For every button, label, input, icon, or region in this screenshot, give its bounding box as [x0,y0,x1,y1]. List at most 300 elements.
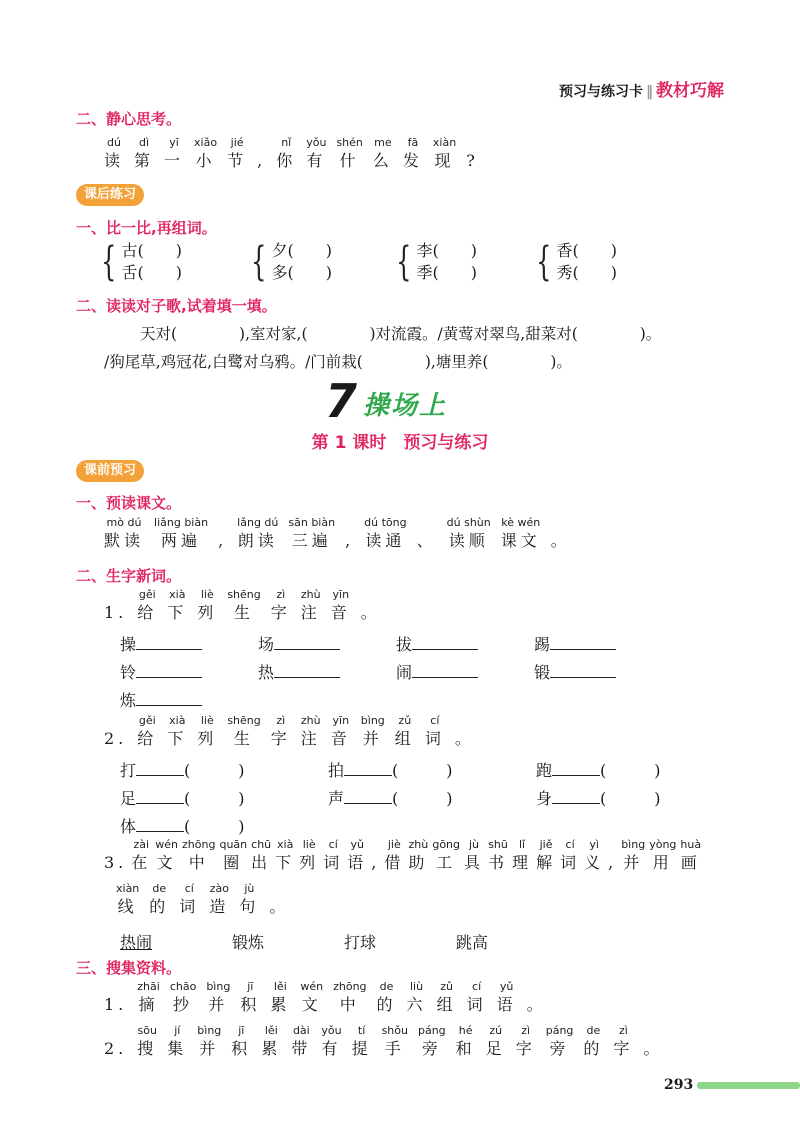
pinyin: dú shùn [446,516,491,529]
pinyin: mò dú [106,516,142,529]
pinyin: zhōng [333,980,367,993]
hanzi: ? [466,151,479,170]
pinyin: yǔ [350,838,364,851]
pinyin: yīn [332,588,350,601]
section-title-couplet: 二、读读对子歌,试着填一填。 [76,297,277,315]
hanzi: 累 [261,1039,282,1058]
pinyin-word [377,980,397,1016]
hanzi: 工 [436,853,457,872]
hanzi: 出 [251,853,272,872]
pair-bottom: 多( ) [271,263,332,282]
pinyin-word [167,588,187,624]
pinyin: shén [336,136,363,149]
pinyin-word [501,516,541,552]
pinyin-word [206,980,230,1016]
pinyin-word [371,852,380,874]
pinyin-word [321,1024,341,1060]
pinyin: sōu [137,1024,157,1037]
pinyin-word [227,136,247,172]
q3-terms [120,930,568,953]
answer-blank[interactable] [136,817,184,832]
pinyin: zhāi [137,980,160,993]
hanzi: 1. [104,603,128,622]
answer-blank[interactable] [274,635,340,650]
char-blank: 闹 [396,660,534,688]
pinyin-word [167,714,187,750]
answer-blank[interactable] [136,789,184,804]
pinyin: sān biàn [288,516,336,529]
term[interactable]: 打球 [344,933,377,952]
hanzi: 。 [526,995,547,1014]
hanzi: , [218,531,228,550]
pinyin: lǐ [518,838,526,851]
pinyin-word [583,1024,603,1060]
hanzi: 2. [104,729,128,748]
hanzi: 语 [496,995,517,1014]
pinyin-word [331,714,351,750]
pinyin-word [425,714,445,750]
banner-before-class: 课前预习 [76,460,144,482]
hanzi: 音 [330,729,351,748]
pinyin-word [218,530,227,552]
pinyin-word [197,588,217,624]
char-blank: 场 [258,632,396,660]
pinyin: páng [417,1024,446,1037]
hanzi: 理 [512,853,533,872]
hanzi: 生 [234,603,255,622]
hanzi: 字 [613,1039,634,1058]
char-blank: 锻 [534,660,672,688]
hanzi: 旁 [421,1039,442,1058]
pinyin-word [299,838,319,874]
brace-icon: { [251,239,267,285]
hanzi: 列 [197,729,218,748]
answer-blank[interactable] [550,663,616,678]
hanzi: 默读 [104,531,145,550]
hanzi: 两遍 [161,531,202,550]
pinyin-word [467,980,487,1016]
answer-blank[interactable] [274,663,340,678]
hanzi: 下 [167,603,188,622]
hanzi: 3. [104,853,128,872]
hanzi: 有 [306,151,327,170]
pinyin-word [270,980,290,1016]
hanzi: 词 [323,853,344,872]
pinyin: yì [589,838,599,851]
hanzi: , [608,853,618,872]
pinyin-word [345,530,354,552]
pinyin-word [271,588,291,624]
pinyin-word [486,1024,506,1060]
answer-blank[interactable] [136,761,184,776]
hanzi: , [371,853,381,872]
pinyin-word [497,980,517,1016]
q1-grid [120,632,680,716]
pinyin: shǒu [381,1024,408,1037]
pinyin-line-q3b [116,882,299,918]
hanzi: 1. [104,995,128,1014]
hanzi: 。 [454,729,475,748]
char-blank: 打 ( ) [120,761,245,780]
hanzi: 字 [515,1039,536,1058]
pair-bottom: 秀( ) [556,263,617,282]
header-separator: ‖ [646,84,653,100]
pinyin: xià [169,588,186,601]
pinyin: liè [302,838,316,851]
pinyin-word [432,838,460,874]
pinyin: liè [200,588,214,601]
pinyin: dài [292,1024,310,1037]
hanzi: 列 [299,853,320,872]
hanzi: 给 [137,603,158,622]
pinyin: hé [458,1024,473,1037]
pinyin-word [306,136,326,172]
pinyin-word [455,728,475,750]
pinyin: jù [469,838,480,851]
answer-blank[interactable] [136,691,202,706]
pinyin-word [347,838,367,874]
pinyin-line-collect-2 [104,1024,673,1060]
pinyin-word [261,1024,281,1060]
pinyin-word [104,852,127,874]
pinyin-line-q1 [104,588,391,624]
hanzi: 你 [276,151,297,170]
pinyin-word [621,838,645,874]
char-blank: 跑 ( ) [536,761,661,780]
term[interactable]: 跳高 [456,933,489,952]
pinyin: bìng [206,980,231,993]
hanzi: 节 [227,151,248,170]
hanzi: 集 [167,1039,188,1058]
hanzi: 第 [134,151,155,170]
pinyin-word [546,1024,574,1060]
section-title-read: 一、预读课文。 [76,494,182,512]
hanzi: 抄 [173,995,194,1014]
pinyin: zì [276,588,286,601]
pinyin: bìng [197,1024,222,1037]
pinyin: liǎng biàn [154,516,209,529]
hanzi: 和 [455,1039,476,1058]
pinyin: zào [209,882,229,895]
brace-icon: { [536,239,552,285]
hanzi: 积 [240,995,261,1014]
hanzi: 足 [485,1039,506,1058]
char-blank: 身 ( ) [536,789,661,808]
pinyin-word [149,882,169,918]
hanzi: 并 [208,995,229,1014]
pinyin-line-quiet [104,136,489,172]
hanzi: 文 [301,995,322,1014]
pinyin-line-q2 [104,714,485,750]
pinyin-word [137,980,160,1016]
hanzi: 有 [321,1039,342,1058]
hanzi: 手 [384,1039,405,1058]
hanzi: 词 [466,995,487,1014]
pinyin-word [403,136,423,172]
compare-pair [531,240,661,284]
hanzi: 的 [376,995,397,1014]
pinyin: xiǎo [194,136,218,149]
page-number: 293 [664,1077,694,1093]
header-brand: 教材巧解 [656,81,724,101]
pinyin: nǐ [281,136,292,149]
pinyin: jí [174,1024,181,1037]
hanzi: 中 [188,853,209,872]
hanzi: 字 [270,603,291,622]
pinyin-word [551,530,571,552]
hanzi: 课文 [500,531,541,550]
pinyin: jù [244,882,255,895]
hanzi: 一 [164,151,185,170]
char-blank: 铃 [120,660,258,688]
hanzi: 读顺 [448,531,489,550]
pinyin-word [276,136,296,172]
pinyin: zǔ [440,980,453,993]
hanzi: 下 [275,853,296,872]
char-blank: 炼 [120,688,258,716]
hanzi: 累 [270,995,291,1014]
pinyin-word [301,714,321,750]
section-title-collect: 三、搜集资料。 [76,959,182,977]
answer-blank[interactable] [344,761,392,776]
pinyin: lǎng dú [237,516,279,529]
pinyin: cí [184,882,194,895]
hanzi: 组 [394,729,415,748]
pinyin-word [488,838,508,874]
pinyin: zǔ [398,714,412,727]
answer-blank[interactable] [412,663,478,678]
pinyin: shēng [227,714,261,727]
pinyin: jiè [387,838,401,851]
pinyin-word [131,838,151,874]
pinyin: cí [472,980,482,993]
pinyin: quān [219,838,248,851]
pinyin-word [237,516,278,552]
pinyin-line-read [104,516,581,552]
pinyin-word [300,980,323,1016]
page-header [559,76,724,101]
pinyin-word [104,994,127,1016]
hanzi: 什 [339,151,360,170]
pinyin-word [336,136,362,172]
pinyin-word [104,136,124,172]
pinyin: páng [545,1024,574,1037]
pinyin: yī [169,136,179,149]
pinyin-word [456,1024,476,1060]
pinyin-word [271,714,291,750]
pinyin: jié [230,136,244,149]
pair-bottom: 舌( ) [121,263,182,282]
char-blank: 拔 [396,632,534,660]
hanzi: 给 [137,729,158,748]
pinyin-word [331,588,351,624]
hanzi: 借 [384,853,405,872]
hanzi: 读 [104,151,125,170]
pinyin-word [291,1024,311,1060]
hanzi: 六 [406,995,427,1014]
pinyin: zhù [408,838,429,851]
pinyin-word [164,136,184,172]
answer-blank[interactable] [344,789,392,804]
hanzi: 造 [209,897,230,916]
char-blank: 拍 ( ) [328,761,453,780]
hanzi: 书 [488,853,509,872]
hanzi: 发 [402,151,423,170]
char-blank: 热 [258,660,396,688]
answer-blank[interactable] [552,761,600,776]
pinyin: jī [238,1024,245,1037]
pinyin: zì [619,1024,628,1037]
answer-blank[interactable] [550,635,616,650]
pinyin: liù [410,980,424,993]
pinyin: chū [251,838,272,851]
pinyin: dú [107,136,121,149]
hanzi: 语 [347,853,368,872]
char-blank: 体 ( ) [120,817,245,836]
pinyin-word [155,838,178,874]
pinyin: de [586,1024,601,1037]
term-underlined[interactable]: 热闹 [120,933,153,952]
pinyin: gěi [138,588,156,601]
pinyin: me [374,136,392,149]
pinyin: lěi [264,1024,278,1037]
pinyin: yòng [649,838,677,851]
pinyin: shēng [227,588,261,601]
pinyin: huà [680,838,702,851]
hanzi: , [257,151,267,170]
hanzi: 注 [300,603,321,622]
pinyin: wén [300,980,324,993]
pair-top: 李( ) [416,241,477,260]
pair-top: 夕( ) [271,241,332,260]
lesson-subtitle: 第 1 课时 预习与练习 [311,433,489,453]
hanzi: 圈 [223,853,244,872]
pinyin-word [408,838,428,874]
pinyin-word [361,714,385,750]
pinyin: zhōng [182,838,216,851]
pinyin: yǒu [321,1024,342,1037]
hanzi: 画 [680,853,701,872]
pinyin-word [323,838,343,874]
pinyin: chāo [169,980,197,993]
pinyin-word [104,602,127,624]
pinyin: zì [521,1024,531,1037]
answer-blank[interactable] [412,635,478,650]
hanzi: 用 [652,853,673,872]
pinyin-word [251,838,271,874]
pinyin-word [333,980,366,1016]
pinyin-word [104,516,144,552]
pinyin-word [275,838,295,874]
pinyin-word [516,1024,536,1060]
pinyin-word [466,150,479,172]
hanzi: 2. [104,1039,128,1058]
section-title-quiet: 二、静心思考。 [76,110,182,128]
hanzi: 。 [269,897,290,916]
pinyin-word [269,896,289,918]
pinyin-word [170,980,197,1016]
compare-pair [96,240,246,284]
pinyin-word [197,714,217,750]
answer-blank[interactable] [136,635,202,650]
pinyin-word [643,1038,663,1060]
hanzi: 具 [464,853,485,872]
pinyin-word [527,994,547,1016]
hanzi: 列 [197,603,218,622]
char-blank: 踢 [534,632,672,660]
pinyin-word [464,838,484,874]
brace-icon: { [101,239,117,285]
pinyin-word [116,882,139,918]
couplet-line-2: /狗尾草,鸡冠花,白鹭对乌鸦。/门前栽( ),塘里养( )。 [104,353,572,371]
hanzi: 词 [179,897,200,916]
pinyin-word [104,728,127,750]
pinyin: xià [169,714,186,727]
hanzi: 带 [291,1039,312,1058]
pinyin-line-q3 [104,838,705,874]
lesson-title: 操场上 [363,391,448,421]
hanzi: 读通 [365,531,406,550]
hanzi: 义 [584,853,605,872]
pinyin-word [407,980,427,1016]
pinyin-word [209,882,229,918]
couplet-line-1: 天对( ),室对家,( )对流霞。/黄莺对翠鸟,甜菜对( )。 [140,325,662,343]
pinyin-word [137,1024,157,1060]
term[interactable]: 锻炼 [232,933,265,952]
pinyin: dì [139,136,150,149]
hanzi: 句 [239,897,260,916]
char-blank: 操 [120,632,258,660]
lesson-number: 7 [325,374,358,428]
pinyin: wén [155,838,179,851]
hanzi: 的 [149,897,170,916]
pinyin-word [418,1024,446,1060]
pinyin: de [152,882,167,895]
pinyin-word [584,838,604,874]
hanzi: 朗读 [237,531,278,550]
banner-after-class: 课后练习 [76,184,144,206]
pinyin-word [182,838,215,874]
hanzi: 注 [300,729,321,748]
hanzi: 三遍 [291,531,332,550]
pinyin-word [382,1024,408,1060]
pinyin: kè wén [501,516,541,529]
char-blank: 声 ( ) [328,789,453,808]
hanzi: 下 [167,729,188,748]
pinyin: liè [200,714,214,727]
pinyin: cí [328,838,338,851]
pinyin-word [608,852,617,874]
section-title-new-words: 二、生字新词。 [76,567,182,585]
answer-blank[interactable] [552,789,600,804]
hanzi: 并 [623,853,644,872]
section-title-compare: 一、比一比,再组词。 [76,219,217,237]
pinyin: gōng [432,838,461,851]
pinyin-word [433,136,456,172]
pinyin: bìng [360,714,385,727]
answer-blank[interactable] [136,663,202,678]
pinyin: cí [565,838,575,851]
pinyin: zài [133,838,150,851]
compare-pairs [96,240,736,284]
pinyin-word [512,838,532,874]
pinyin: zú [489,1024,503,1037]
hanzi: 积 [231,1039,252,1058]
pinyin-word [384,838,404,874]
pinyin-word [137,714,157,750]
pinyin-line-collect-1 [104,980,557,1016]
hanzi: 线 [117,897,138,916]
